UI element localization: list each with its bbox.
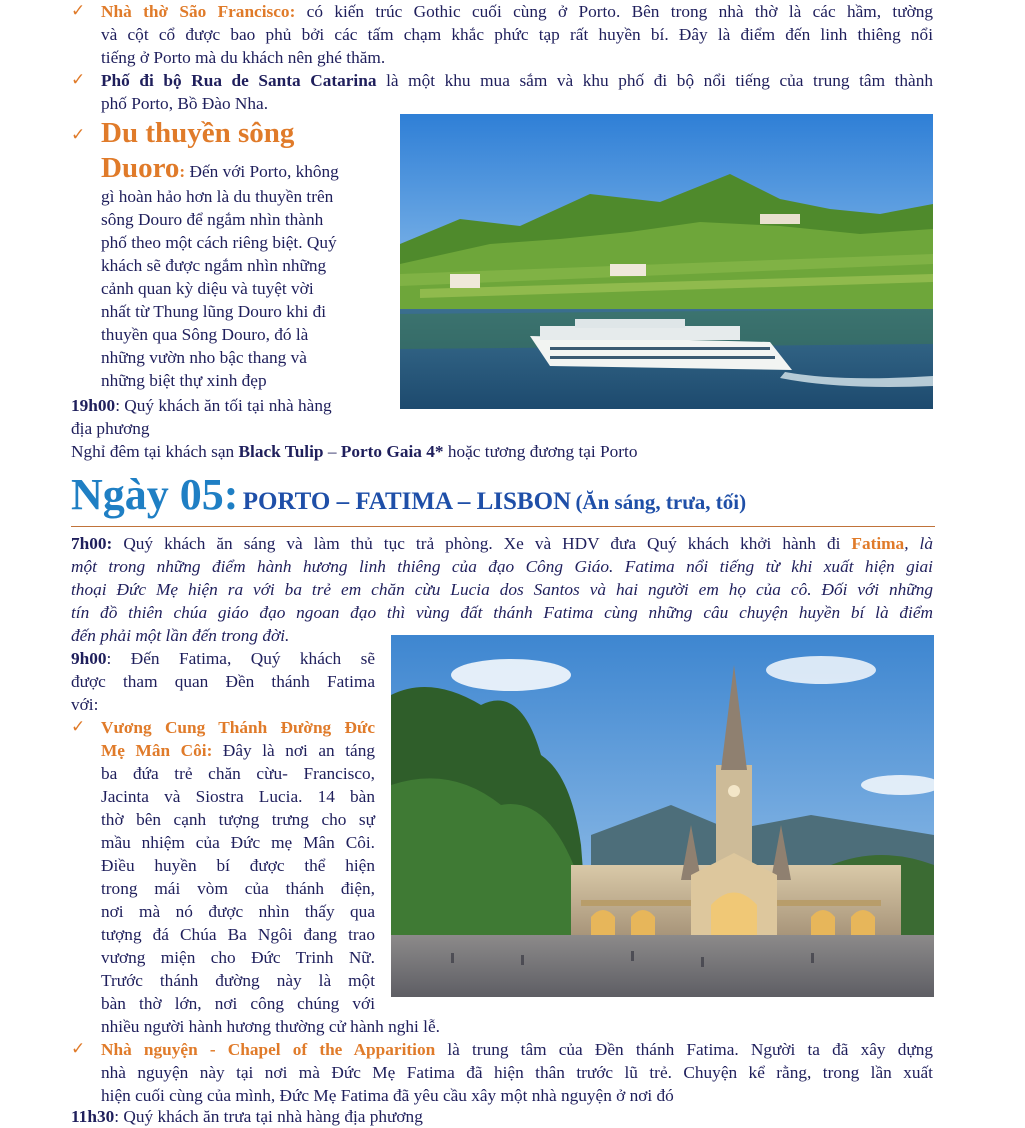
basilica-line: tượng đá Chúa Ba Ngôi đang trao [101,925,375,944]
bullet-sao-francisco-line3: tiếng ở Porto mà du khách nên ghé thăm. [101,48,386,67]
morning-text: Quý khách ăn sáng và làm thủ tục trả phòng. Xe và HDV đưa Quý khách khởi hành đi [112,534,852,553]
morning-italic-line: đến phải một lần đến trong đời. [71,626,290,645]
fatima-highlight: Fatima [851,534,905,553]
checkmark-icon: ✓ [71,1039,86,1059]
dinner-text: : Quý khách ăn tối tại nhà hàng [115,396,332,415]
day-meals: (Ăn sáng, trưa, tối) [575,490,747,514]
morning-italic-line: thoại Đức Mẹ hiện ra với ba trẻ em chăn cừu Lucia dos Santos và hai người em họ của cô. Đối với những [71,580,933,599]
duoro-colon: : [179,162,186,181]
chapel-line3: hiện cuối cùng của mình, Đức Mẹ Fatima đã yêu cầu xây một nhà nguyện ở nơi đó [101,1086,674,1105]
morning-tail: , là [904,534,933,553]
morning-line1 [71,532,933,555]
hotel-name-2: Porto Gaia 4* [340,442,444,461]
duoro-line: cảnh quan kỳ diệu và tuyệt vời [101,279,314,298]
duoro-line: sông Douro để ngắm nhìn thành [101,210,324,229]
fatima-sanctuary-photo [391,635,934,997]
bullet-text: có kiến trúc Gothic cuối cùng ở Porto. Bên trong nhà thờ là các hầm, tường [295,2,933,21]
duoro-line: những vườn nho bậc thang và [101,348,307,367]
duoro-line: thuyền qua Sông Douro, đó là [101,325,309,344]
lunch-time: 11h30 [71,1107,115,1126]
chapel-line1 [101,1038,933,1061]
bullet-title: Phố đi bộ Rua de Santa Catarina [101,71,377,90]
overnight-dash: – [323,442,341,461]
basilica-line: Jacinta và Siostra Lucia. 14 bàn [101,787,375,806]
basilica-line: vương miện cho Đức Trinh Nữ. [101,948,375,967]
checkmark-icon: ✓ [71,1,86,21]
bullet-sao-francisco-line1 [101,0,933,23]
bullet-text: là một khu mua sắm và khu phố đi bộ nổi tiếng của trung tâm thành [376,71,933,90]
lunch-line [71,1105,423,1128]
duoro-line: nhất từ Thung lũng Douro khi đi [101,302,327,321]
bullet-sao-francisco-line2: và cột cổ được bao phủ bởi các tấm chạm khắc phức tạp rất huyền bí. Đây là điểm đến linh thiêng nổi [101,25,933,44]
overnight-prefix: Nghỉ đêm tại khách sạn [71,442,239,461]
duoro-title: Duoro [101,152,180,184]
day-label: Ngày 05: [71,470,239,519]
checkmark-icon: ✓ [71,70,86,90]
bullet-santa-catarina-line2: phố Porto, Bồ Đào Nha. [101,94,269,113]
chapel-title: Nhà nguyện - Chapel of the Apparition [101,1040,436,1059]
dinner-line2: địa phương [71,419,150,438]
basilica-line: nơi mà nó được nhìn thấy qua [101,902,375,921]
visit-time: 9h00 [71,649,107,668]
visit-line1 [71,647,375,670]
duoro-text: Đến với Porto, không [185,162,339,181]
basilica-line: Trước thánh đường này là một [101,971,375,990]
visit-line2: được tham quan Đền thánh Fatima [71,672,375,691]
bullet-title: Nhà thờ São Francisco: [101,2,296,21]
duoro-line: những biệt thự xinh đẹp [101,371,267,390]
checkmark-icon: ✓ [71,125,86,145]
basilica-line: nhiều người hành hương thường cử hành nghi lễ. [101,1017,440,1036]
basilica-line: trong mái vòm của thánh điện, [101,879,375,898]
visit-line3: với: [71,695,99,714]
duoro-line: phố theo một cách riêng biệt. Quý [101,233,337,252]
overnight-line [71,440,638,463]
basilica-line: ba đứa trẻ chăn cừu- Francisco, [101,764,375,783]
basilica-line: bàn thờ lớn, nơi công chúng với [101,994,375,1013]
lunch-text: : Quý khách ăn trưa tại nhà hàng địa phương [114,1107,423,1126]
dinner-time: 19h00 [71,396,116,415]
morning-italic-line: một trong những điểm hành hương linh thiêng của đạo Công Giáo. Fatima nổi tiếng từ khi xuất hiện giai [71,557,933,576]
morning-italic-line: tín đồ thiên chúa giáo đạo ngoan đạo thì vùng đất thánh Fatima cùng những câu chuyện huyền bí là điểm [71,603,933,622]
chapel-text: là trung tâm của Đền thánh Fatima. Người ta đã xây dựng [435,1040,934,1059]
chapel-line2: nhà nguyện này tại nơi mà Đức Mẹ Fatima đã hiện thân trước lũ trẻ. Chuyện kể rằng, trong lần xuất [101,1063,933,1082]
overnight-suffix: hoặc tương đương tại Porto [443,442,638,461]
visit-text: : Đến Fatima, Quý khách sẽ [106,649,375,668]
basilica-title-line1: Vương Cung Thánh Đường Đức [101,718,375,737]
heading-divider [71,526,935,527]
hotel-name-1: Black Tulip [238,442,324,461]
basilica-line1 [101,739,375,762]
basilica-text: Đây là nơi an táng [212,741,375,760]
duoro-line: khách sẽ được ngắm nhìn những [101,256,327,275]
dinner-line1 [71,394,332,417]
morning-time: 7h00: [71,534,113,553]
checkmark-icon: ✓ [71,717,86,737]
duoro-title-line1: Du thuyền sông [101,117,295,149]
basilica-title: Mẹ Mân Côi: [101,741,213,760]
basilica-line: Điều huyền bí được thể hiện [101,856,375,875]
basilica-line: thờ bên cạnh tượng trưng cho sự [101,810,375,829]
douro-river-cruise-photo [400,114,933,409]
duoro-line: gì hoàn hảo hơn là du thuyền trên [101,187,334,206]
bullet-santa-catarina-line1 [101,69,933,92]
duoro-title-line2 [101,154,391,186]
day-heading [71,470,746,520]
day-route: PORTO – FATIMA – LISBON [242,488,572,515]
basilica-line: mầu nhiệm của Đức mẹ Mân Côi. [101,833,375,852]
